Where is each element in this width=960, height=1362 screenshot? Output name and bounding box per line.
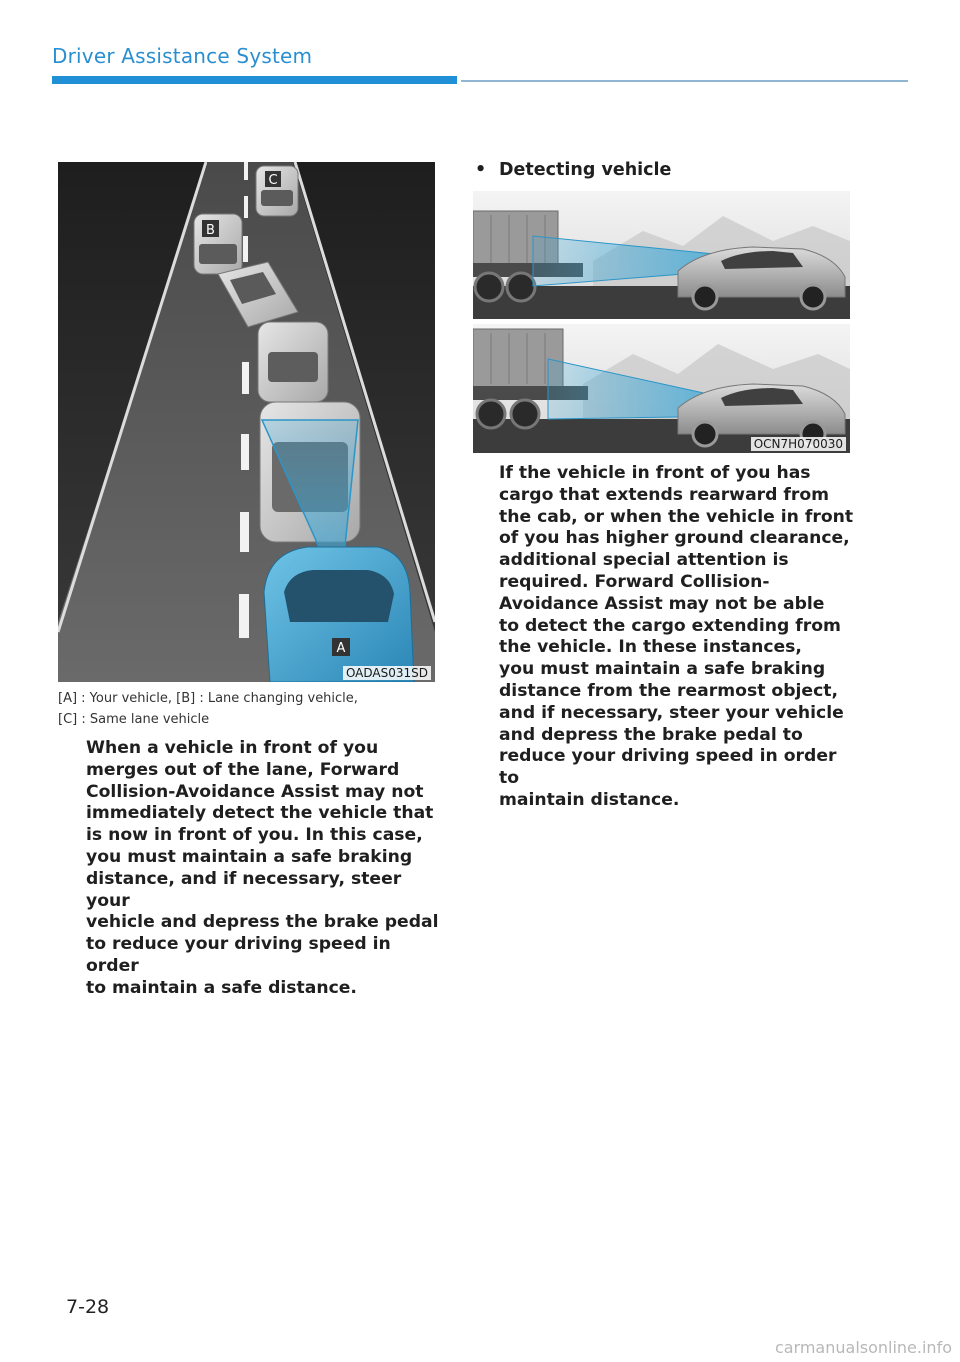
cargo-detection-illustration <box>473 191 850 453</box>
figure-caption-line2: [C] : Same lane vehicle <box>58 712 210 727</box>
cargo-graphic <box>473 191 850 453</box>
vehicle-c <box>256 166 298 216</box>
front-vehicle <box>258 322 328 402</box>
svg-text:B: B <box>206 223 215 238</box>
panel-top <box>473 191 850 319</box>
right-paragraph: If the vehicle in front of you has cargo that extends rearward from the cab, or when the vehicle in front of you has higher ground clearance, additional special attention is required. Forward Collision- Avoidance Assist may not be able to detect the cargo extending from the vehicle. In these instances, you must maintain a safe braking distance from the rearmost object, and if necessary, steer your vehicle and depress the brake pedal to reduce your driving speed in order to maintain distance. <box>499 463 854 810</box>
lane-change-illustration <box>58 162 435 682</box>
figure-code: OADAS031SD <box>343 666 431 680</box>
left-paragraph: When a vehicle in front of you merges out of the lane, Forward Collision-Avoidance Assist may not immediately detect the vehicle that is now in front of you. In this case, you must maintain a safe braking distance, and if necessary, steer your vehicle and depress the brake pedal to reduce your driving speed in order to maintain a safe distance. <box>86 738 439 998</box>
header-rule-thick <box>52 76 457 84</box>
bullet-icon: • <box>475 160 487 180</box>
footer-watermark: carmanualsonline.info <box>774 1338 952 1357</box>
header-rule-thin <box>461 80 908 82</box>
page-number: 7-28 <box>66 1296 110 1318</box>
vehicle-a <box>264 547 414 682</box>
svg-text:C: C <box>268 173 278 188</box>
section-title: Driver Assistance System <box>52 44 313 68</box>
road-graphic <box>58 162 435 682</box>
vehicle-b <box>194 214 242 274</box>
svg-text:A: A <box>336 641 346 656</box>
figure-caption-line1: [A] : Your vehicle, [B] : Lane changing vehicle, <box>58 691 358 706</box>
figure-code: OCN7H070030 <box>751 437 846 451</box>
detecting-vehicle-heading: • Detecting vehicle <box>475 160 672 180</box>
panel-bottom <box>473 324 850 453</box>
